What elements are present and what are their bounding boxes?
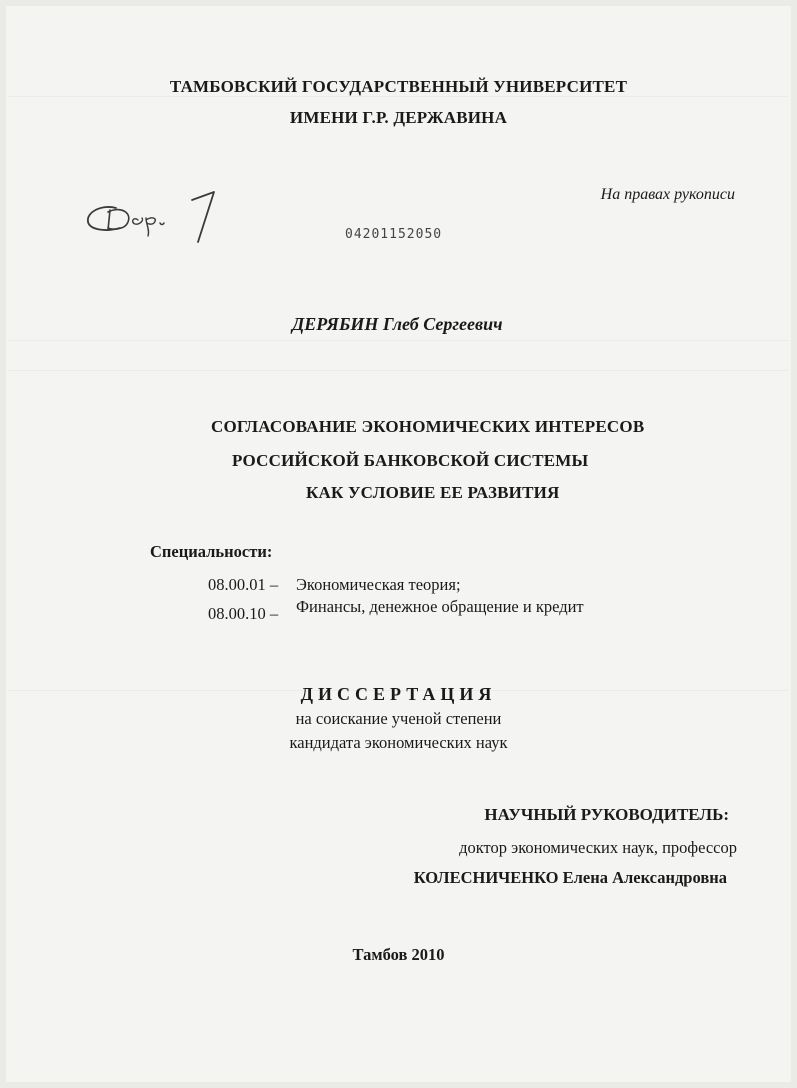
supervisor-name: КОЛЕСНИЧЕНКО Елена Александровна — [413, 868, 727, 887]
author-name: ДЕРЯБИН Глеб Сергеевич — [292, 314, 503, 334]
specialties-heading: Специальности: — [150, 542, 273, 561]
city-year: Тамбов 2010 — [352, 945, 445, 964]
dissertation-degree-line1: на соискание ученой степени — [295, 709, 502, 728]
supervisor-heading: НАУЧНЫЙ РУКОВОДИТЕЛЬ: — [484, 805, 729, 824]
manuscript-note: На правах рукописи — [600, 186, 735, 203]
dissertation-degree-line2: кандидата экономических наук — [289, 733, 508, 752]
university-name-line2: ИМЕНИ Г.Р. ДЕРЖАВИНА — [289, 108, 508, 127]
scan-artifact — [8, 340, 789, 341]
specialty-code: 08.00.01 – — [208, 575, 279, 594]
dissertation-heading: ДИССЕРТАЦИЯ — [300, 684, 497, 704]
scan-artifact — [8, 370, 789, 371]
specialty-name: Экономическая теория; — [296, 575, 461, 594]
barcode-number: 04201152050 — [345, 227, 443, 242]
specialty-code: 08.00.10 – — [208, 604, 279, 623]
thesis-title-line2: РОССИЙСКОЙ БАНКОВСКОЙ СИСТЕМЫ — [232, 451, 589, 470]
handwritten-signature — [80, 190, 240, 250]
supervisor-degree: доктор экономических наук, профессор — [459, 838, 737, 857]
specialty-name: Финансы, денежное обращение и кредит — [296, 597, 584, 616]
thesis-title-line3: КАК УСЛОВИЕ ЕЕ РАЗВИТИЯ — [306, 483, 560, 502]
thesis-title-line1: СОГЛАСОВАНИЕ ЭКОНОМИЧЕСКИХ ИНТЕРЕСОВ — [211, 417, 645, 436]
university-name-line1: ТАМБОВСКИЙ ГОСУДАРСТВЕННЫЙ УНИВЕРСИТЕТ — [169, 77, 628, 96]
